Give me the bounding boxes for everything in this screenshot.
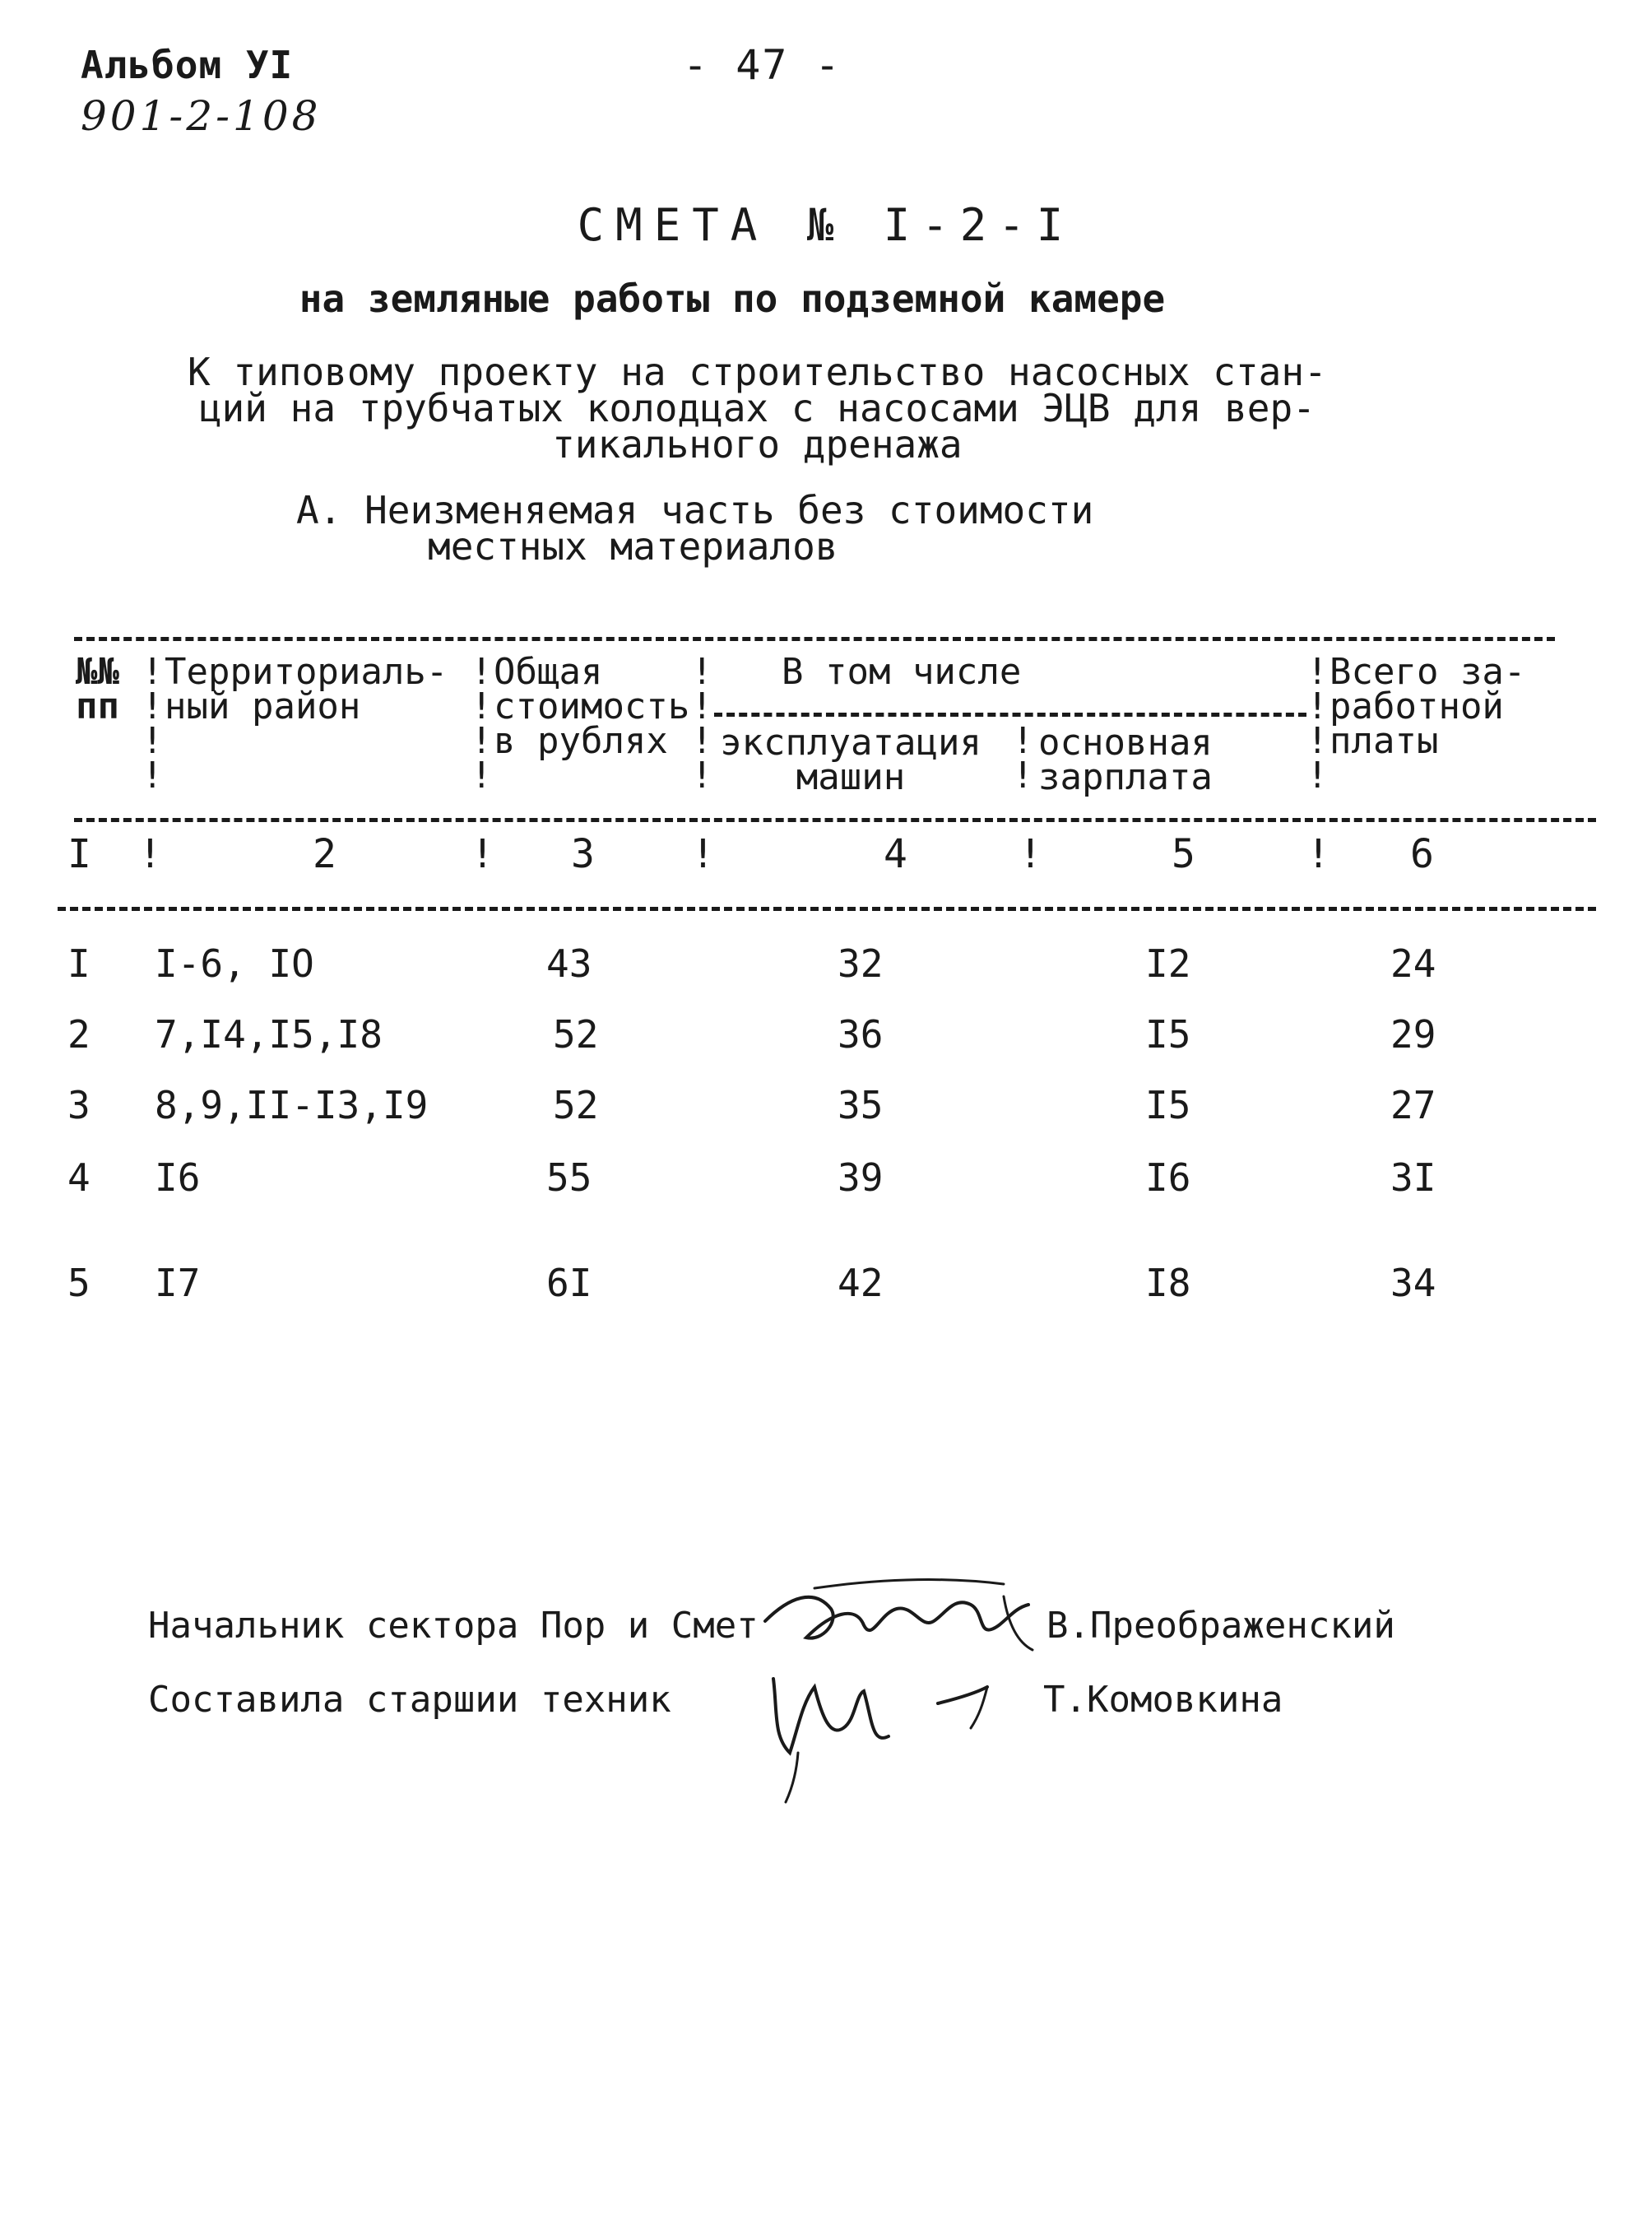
row-machines: 42: [838, 1261, 884, 1305]
column-number-separator: !: [1306, 831, 1330, 877]
header-col4: [711, 722, 991, 798]
project-line-1: К типовому проекту на строительство насосных стан-: [188, 350, 1327, 394]
project-description: [188, 350, 1327, 467]
row-wages: 29: [1390, 1012, 1436, 1057]
row-region: 7,I4,I5,I8: [155, 1012, 383, 1057]
header-separator: ! ! ! !: [1306, 651, 1329, 797]
column-number-separator: !: [471, 831, 494, 877]
header-col1-line1: №№: [76, 651, 119, 693]
header-col2-line2: ный район: [165, 685, 361, 727]
signatory-1-role: Начальник сектора Пор и Смет: [148, 1605, 759, 1647]
header-col6-line3: платы: [1329, 720, 1439, 762]
column-number-2: 2: [313, 831, 336, 877]
project-line-3: тикального дренажа: [552, 422, 963, 467]
row-wages: 24: [1390, 941, 1436, 986]
column-numbers-bottom-rule: [58, 907, 1596, 911]
column-number-separator: !: [1019, 831, 1042, 877]
project-line-2: ций на трубчатых колодцах с насосами ЭЦВ для вер-: [198, 386, 1316, 430]
column-number-5: 5: [1172, 831, 1195, 877]
signatory-2-name: Т.Комовкина: [1043, 1679, 1283, 1721]
header-col4-line2: машин: [796, 756, 906, 798]
column-number-separator: !: [138, 831, 162, 877]
row-number: 5: [67, 1261, 90, 1305]
header-col6-line1: Всего за-: [1329, 651, 1526, 693]
row-machines: 35: [838, 1083, 884, 1127]
row-machines: 39: [838, 1155, 884, 1200]
header-group-rule: [714, 713, 1306, 717]
header-col3: [494, 651, 690, 762]
signature-2: [740, 1654, 1020, 1810]
table-top-rule: [74, 637, 1555, 641]
row-region: I-6, IO: [155, 941, 314, 986]
row-machines: 32: [838, 941, 884, 986]
row-number: 3: [67, 1083, 90, 1127]
header-col2: [165, 651, 448, 727]
row-salary: I5: [1145, 1083, 1191, 1127]
row-number: 4: [67, 1155, 90, 1200]
row-wages: 27: [1390, 1083, 1436, 1127]
album-code-handwritten: 901-2-108: [81, 92, 322, 140]
header-separator: ! ! ! !: [471, 651, 493, 797]
part-line-2: местных материалов: [428, 524, 838, 569]
row-total: 43: [546, 941, 592, 986]
header-col6: [1329, 651, 1526, 762]
row-salary: I5: [1145, 1012, 1191, 1057]
row-total: 52: [553, 1083, 599, 1127]
header-col2-line1: Территориаль-: [165, 651, 448, 693]
column-number-4: 4: [884, 831, 907, 877]
row-region: I6: [155, 1155, 201, 1200]
column-number-3: 3: [571, 831, 595, 877]
header-col1: [76, 651, 119, 727]
header-separator: ! ! ! !: [142, 651, 164, 797]
row-number: 2: [67, 1012, 90, 1057]
header-col5-line1: основная: [1038, 722, 1213, 764]
signatory-2-role: Составила старшии техник: [148, 1679, 671, 1721]
row-salary: I6: [1145, 1155, 1191, 1200]
header-separator: ! !: [1012, 720, 1034, 797]
header-col6-line2: работной: [1329, 685, 1504, 727]
header-col3-line2: стоимость: [494, 685, 690, 727]
row-salary: I2: [1145, 941, 1191, 986]
row-total: 55: [546, 1155, 592, 1200]
header-bottom-rule: [74, 818, 1596, 822]
column-number-separator: !: [691, 831, 715, 877]
header-col1-line2: пп: [76, 685, 119, 727]
album-label: Альбом УI: [81, 43, 294, 87]
header-col5: [1038, 722, 1213, 798]
document-subtitle: на земляные работы по подземной камере: [299, 276, 1166, 321]
row-region: 8,9,II-I3,I9: [155, 1083, 429, 1127]
row-total: 6I: [546, 1261, 592, 1305]
part-heading: [296, 488, 1094, 569]
page-number: - 47 -: [683, 41, 842, 89]
row-wages: 3I: [1390, 1155, 1436, 1200]
row-machines: 36: [838, 1012, 884, 1057]
row-salary: I8: [1145, 1261, 1191, 1305]
column-number-1: I: [67, 831, 91, 877]
header-col3-line3: в рублях: [494, 720, 668, 762]
signatory-1-name: В.Преображенский: [1046, 1605, 1395, 1647]
row-number: I: [67, 941, 90, 986]
header-group: В том числе: [782, 651, 1022, 693]
header-separator: ! ! ! !: [691, 651, 713, 797]
document-title: СМЕТА № I-2-I: [577, 199, 1075, 251]
header-col4-line1: эксплуатация: [720, 722, 981, 764]
header-col3-line1: Общая: [494, 651, 603, 693]
row-wages: 34: [1390, 1261, 1436, 1305]
column-number-6: 6: [1410, 831, 1434, 877]
part-line-1: А. Неизменяемая часть без стоимости: [296, 488, 1094, 532]
header-col5-line2: зарплата: [1038, 756, 1213, 798]
row-total: 52: [553, 1012, 599, 1057]
row-region: I7: [155, 1261, 201, 1305]
